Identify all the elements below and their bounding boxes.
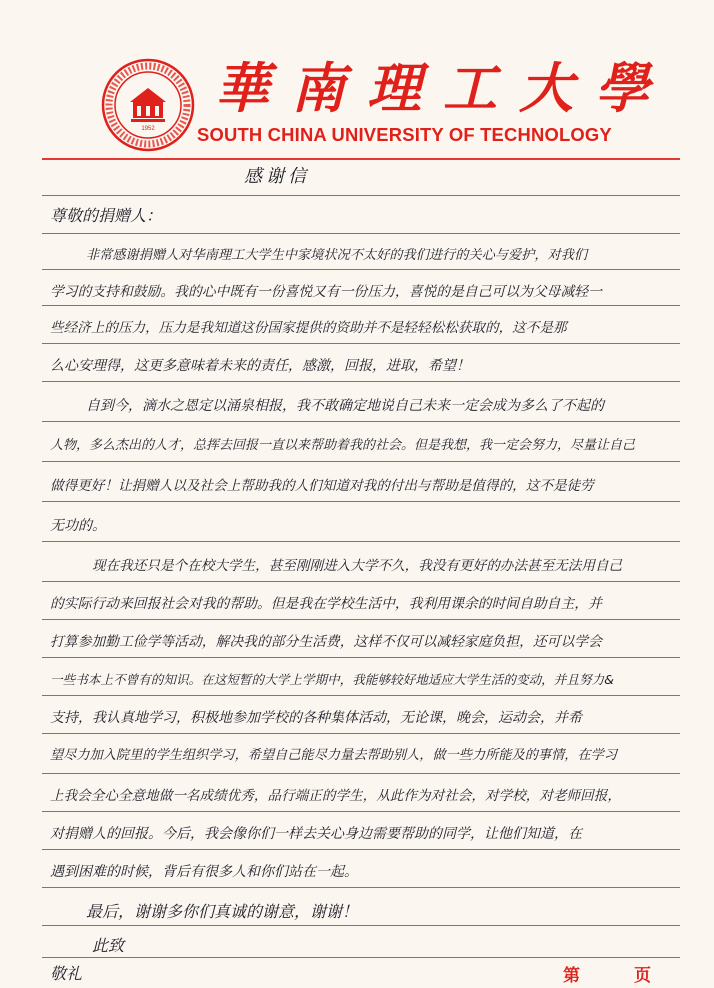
body-line: 望尽力加入院里的学生组织学习，希望自己能尽力量去帮助别人，做一些力所能及的事情，在学习	[50, 748, 618, 763]
body-line: 些经济上的压力，压力是我知道这份国家提供的资助并不是轻轻松松获取的，这不是那	[50, 320, 567, 336]
ruled-line	[42, 305, 680, 306]
ruled-line	[42, 461, 680, 462]
university-name-chinese: 華南理工大學	[215, 56, 671, 120]
ruled-line	[42, 849, 680, 850]
body-line: 自到今，滴水之恩定以涌泉相报，我不敢确定地说自己未来一定会成为多么了不起的	[86, 398, 604, 414]
ruled-line	[42, 269, 680, 270]
ruled-line	[42, 233, 680, 234]
ruled-line	[42, 541, 680, 542]
body-line: 此致	[92, 936, 125, 955]
letter-title: 感谢信	[244, 166, 310, 187]
body-line: 对捐赠人的回报。今后，我会像你们一样去关心身边需要帮助的同学，让他们知道，在	[50, 826, 582, 842]
ruled-line	[42, 657, 680, 658]
ruled-line	[42, 957, 680, 958]
body-line: 么心安理得，这更多意味着未来的责任，感激，回报，进取，希望！	[50, 358, 470, 374]
ruled-line	[42, 343, 680, 344]
body-line: 无功的。	[50, 518, 106, 534]
body-line: 的实际行动来回报社会对我的帮助。但是我在学校生活中，我利用课余的时间自助自主，并	[50, 596, 602, 612]
ruled-line	[42, 925, 680, 926]
university-name-english: SOUTH CHINA UNIVERSITY OF TECHNOLOGY	[197, 124, 612, 145]
body-line: 做得更好！让捐赠人以及社会上帮助我的人们知道对我的付出与帮助是值得的，这不是徒劳	[50, 478, 594, 494]
body-line: 现在我还只是个在校大学生，甚至刚刚进入大学不久，我没有更好的办法甚至无法用自己	[92, 558, 623, 574]
ruled-line	[42, 619, 680, 620]
ruled-line	[42, 811, 680, 812]
page-label: 第	[563, 966, 580, 986]
ruled-line	[42, 195, 680, 196]
svg-text:1952: 1952	[141, 126, 155, 132]
page-label-suffix: 页	[634, 966, 651, 986]
ruled-line	[42, 381, 680, 382]
body-line: 人物，多么杰出的人才，总挥去回报一直以来帮助着我的社会。但是我想，我一定会努力，尽量让自己	[50, 438, 636, 453]
university-seal-logo	[101, 58, 195, 152]
body-line: 支持，我认真地学习，积极地参加学校的各种集体活动，无论课，晚会，运动会，并希	[50, 710, 582, 726]
header-divider	[42, 158, 680, 160]
ruled-line	[42, 887, 680, 888]
ruled-line	[42, 773, 680, 774]
body-line: 学习的支持和鼓励。我的心中既有一份喜悦又有一份压力，喜悦的是自己可以为父母减轻一	[50, 284, 602, 300]
closing: 敬礼	[50, 964, 83, 983]
body-line: 最后，谢谢多你们真诚的谢意，谢谢！	[86, 902, 359, 921]
body-line: 一些书本上不曾有的知识。在这短暂的大学上学期中，我能够较好地适应大学生活的变动，并且努力&	[50, 672, 614, 687]
body-line: 上我会全心全意地做一名成绩优秀，品行端正的学生，从此作为对社会，对学校，对老师回报，	[50, 788, 621, 804]
salutation: 尊敬的捐赠人：	[50, 206, 163, 225]
ruled-line	[42, 733, 680, 734]
body-line: 非常感谢捐赠人对华南理工大学生中家境状况不太好的我们进行的关心与爱护，对我们	[86, 248, 588, 263]
ruled-line	[42, 421, 680, 422]
body-line: 打算参加勤工俭学等活动，解决我的部分生活费，这样不仅可以减轻家庭负担，还可以学会	[50, 634, 602, 650]
ruled-line	[42, 581, 680, 582]
ruled-line	[42, 695, 680, 696]
ruled-line	[42, 501, 680, 502]
body-line: 遇到困难的时候，背后有很多人和你们站在一起。	[50, 864, 358, 880]
